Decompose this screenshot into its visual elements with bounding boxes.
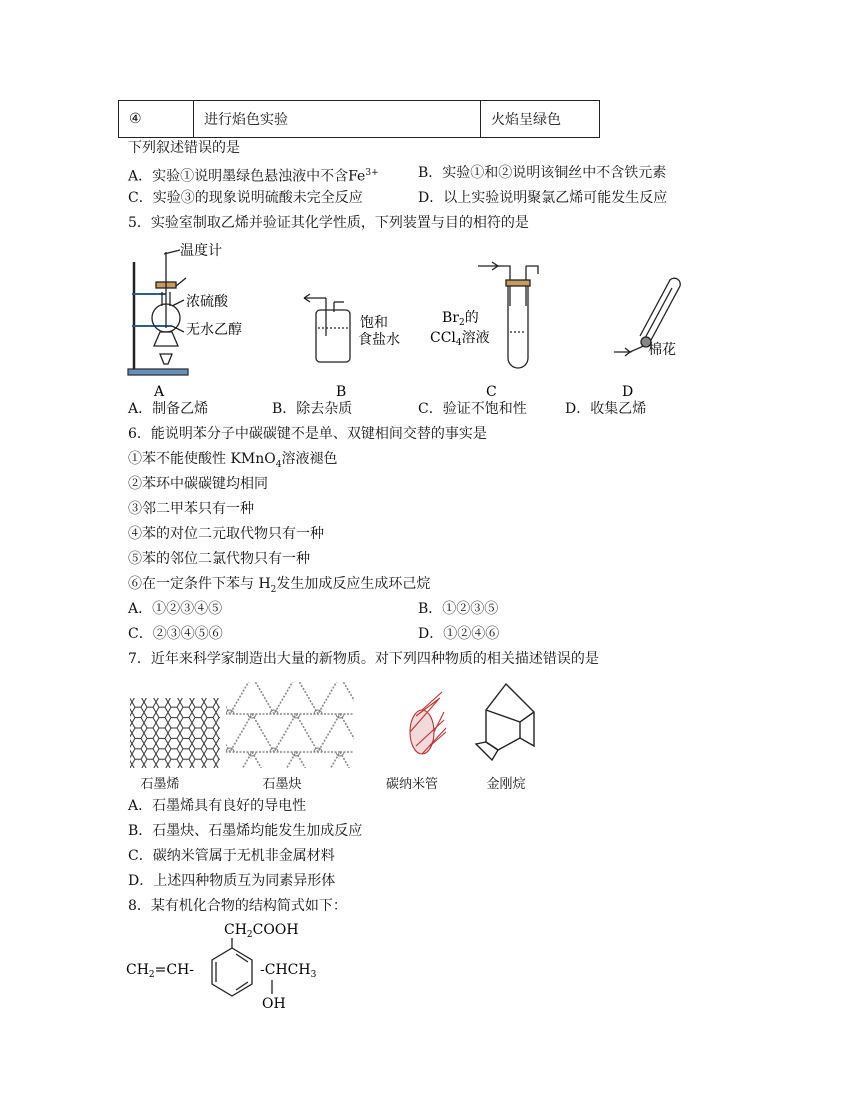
q5-option-a: A．制备乙烯	[128, 401, 209, 417]
group-ch2cooh-text: CH	[224, 922, 247, 938]
q5-option-d: D．收集乙烯	[565, 401, 647, 417]
group-chch3	[260, 962, 317, 980]
q6-statement-6-text: ⑥在一定条件下苯与 H	[128, 576, 271, 592]
structure-formula	[120, 914, 340, 1014]
label-ccl4-text: CCl	[430, 330, 456, 346]
caption-adamantane: 金刚烷	[486, 777, 526, 792]
label-bromine-sub: 2	[458, 318, 465, 328]
group-vinyl-text: CH	[126, 962, 149, 978]
q6-option-c: C．②③④⑤⑥	[128, 626, 223, 642]
apparatus-figure	[120, 236, 700, 406]
apparatus-c-drawing	[478, 262, 538, 368]
q6-stem: 6．能说明苯分子中碳碳键不是单、双键相间交替的事实是	[128, 426, 487, 442]
group-oh: OH	[262, 996, 286, 1012]
q6-statement-1-tail: 溶液褪色	[281, 451, 338, 467]
label-cotton: 棉花	[648, 342, 676, 358]
q4-option-d: D．以上实验说明聚氯乙烯可能发生反应	[418, 190, 668, 206]
label-brine-1: 饱和	[360, 315, 388, 331]
fig-letter-a: A	[154, 384, 165, 400]
q6-statement-3: ③邻二甲苯只有一种	[128, 501, 254, 517]
fig-letter-b: B	[336, 384, 347, 400]
q6-statement-6-sub: 2	[270, 584, 277, 595]
q5-option-c: C．验证不饱和性	[418, 401, 527, 417]
q6-option-d: D．①②④⑥	[418, 626, 500, 642]
group-vinyl	[126, 962, 194, 980]
experiment-table	[118, 100, 600, 138]
q4-option-a-text: A．实验①说明墨绿色悬浊液中不含Fe	[128, 168, 366, 185]
label-concentrated-acid: 浓硫酸	[186, 294, 228, 310]
adamantane-drawing	[476, 684, 534, 760]
caption-graphene: 石墨烯	[140, 777, 180, 792]
q7-option-a: A．石墨烯具有良好的导电性	[128, 798, 307, 814]
label-ethanol: 无水乙醇	[186, 322, 242, 338]
graphene-drawing	[130, 698, 220, 768]
q4-option-a-charge: 3+	[365, 168, 379, 178]
q6-statement-6	[128, 574, 430, 600]
group-vinyl-sub: 2	[148, 970, 155, 980]
q6-statement-5: ⑤苯的邻位二氯代物只有一种	[128, 551, 310, 567]
group-ch2cooh-tail: COOH	[252, 922, 299, 938]
q6-statement-1-text: ①苯不能使酸性 KMnO	[128, 451, 276, 467]
fig-letter-c: C	[486, 384, 497, 400]
table-cell-number: ④	[119, 101, 194, 138]
label-brine-2: 食盐水	[358, 332, 400, 348]
fig-letter-d: D	[622, 384, 634, 400]
q6-option-b: B．①②③⑤	[418, 601, 499, 617]
caption-graphdiyne: 石墨炔	[262, 777, 302, 792]
caption-carbon-nanotube: 碳纳米管	[385, 777, 438, 792]
group-ch2cooh-sub: 2	[246, 930, 253, 940]
table-cell-result: 火焰呈绿色	[481, 101, 600, 138]
label-ccl4-sub: 4	[455, 338, 462, 348]
label-ccl4	[430, 329, 490, 348]
q5-option-b: B．除去杂质	[272, 401, 353, 417]
q6-option-a: A．①②③④⑤	[128, 601, 223, 617]
label-thermometer: 温度计	[180, 243, 222, 259]
carbon-nanotube-drawing	[410, 692, 446, 754]
q6-statement-1-sub: 4	[275, 459, 282, 470]
label-bromine-text: Br	[442, 310, 459, 326]
group-ch2cooh	[224, 922, 299, 940]
q4-option-c: C．实验③的现象说明硫酸未完全反应	[128, 190, 363, 206]
label-bromine-tail: 的	[464, 310, 479, 326]
q6-statement-1	[128, 449, 337, 475]
carbon-materials-figure	[120, 676, 560, 776]
table-row	[119, 101, 600, 138]
group-chch3-sub: 3	[310, 970, 317, 980]
q4-option-b: B．实验①和②说明该铜丝中不含铁元素	[418, 165, 667, 181]
label-bromine	[442, 310, 479, 328]
q6-statement-2: ②苯环中碳碳键均相同	[128, 476, 268, 492]
q7-option-b: B．石墨炔、石墨烯均能发生加成反应	[128, 823, 363, 839]
q6-statement-4: ④苯的对位二元取代物只有一种	[128, 526, 324, 542]
q4-option-a	[128, 163, 379, 187]
label-ccl4-tail: 溶液	[461, 330, 490, 346]
q7-option-d: D．上述四种物质互为同素异形体	[128, 873, 336, 889]
q5-stem: 5．实验室制取乙烯并验证其化学性质，下列装置与目的相符的是	[128, 215, 529, 231]
table-cell-action: 进行焰色实验	[194, 101, 481, 138]
apparatus-a-drawing	[128, 250, 188, 375]
q6-statement-6-tail: 发生加成反应生成环己烷	[276, 576, 431, 592]
group-chch3-text: -CHCH	[260, 962, 311, 978]
q7-option-c: C．碳纳米管属于无机非金属材料	[128, 848, 335, 864]
q8-stem: 8．某有机化合物的结构简式如下：	[128, 898, 347, 914]
group-vinyl-tail: =CH-	[154, 962, 195, 978]
graphdiyne-drawing	[226, 682, 354, 768]
apparatus-b-drawing	[304, 294, 350, 362]
q7-stem: 7．近年来科学家制造出大量的新物质。对下列四种物质的相关描述错误的是	[128, 651, 599, 667]
q4-stem: 下列叙述错误的是	[128, 140, 240, 156]
